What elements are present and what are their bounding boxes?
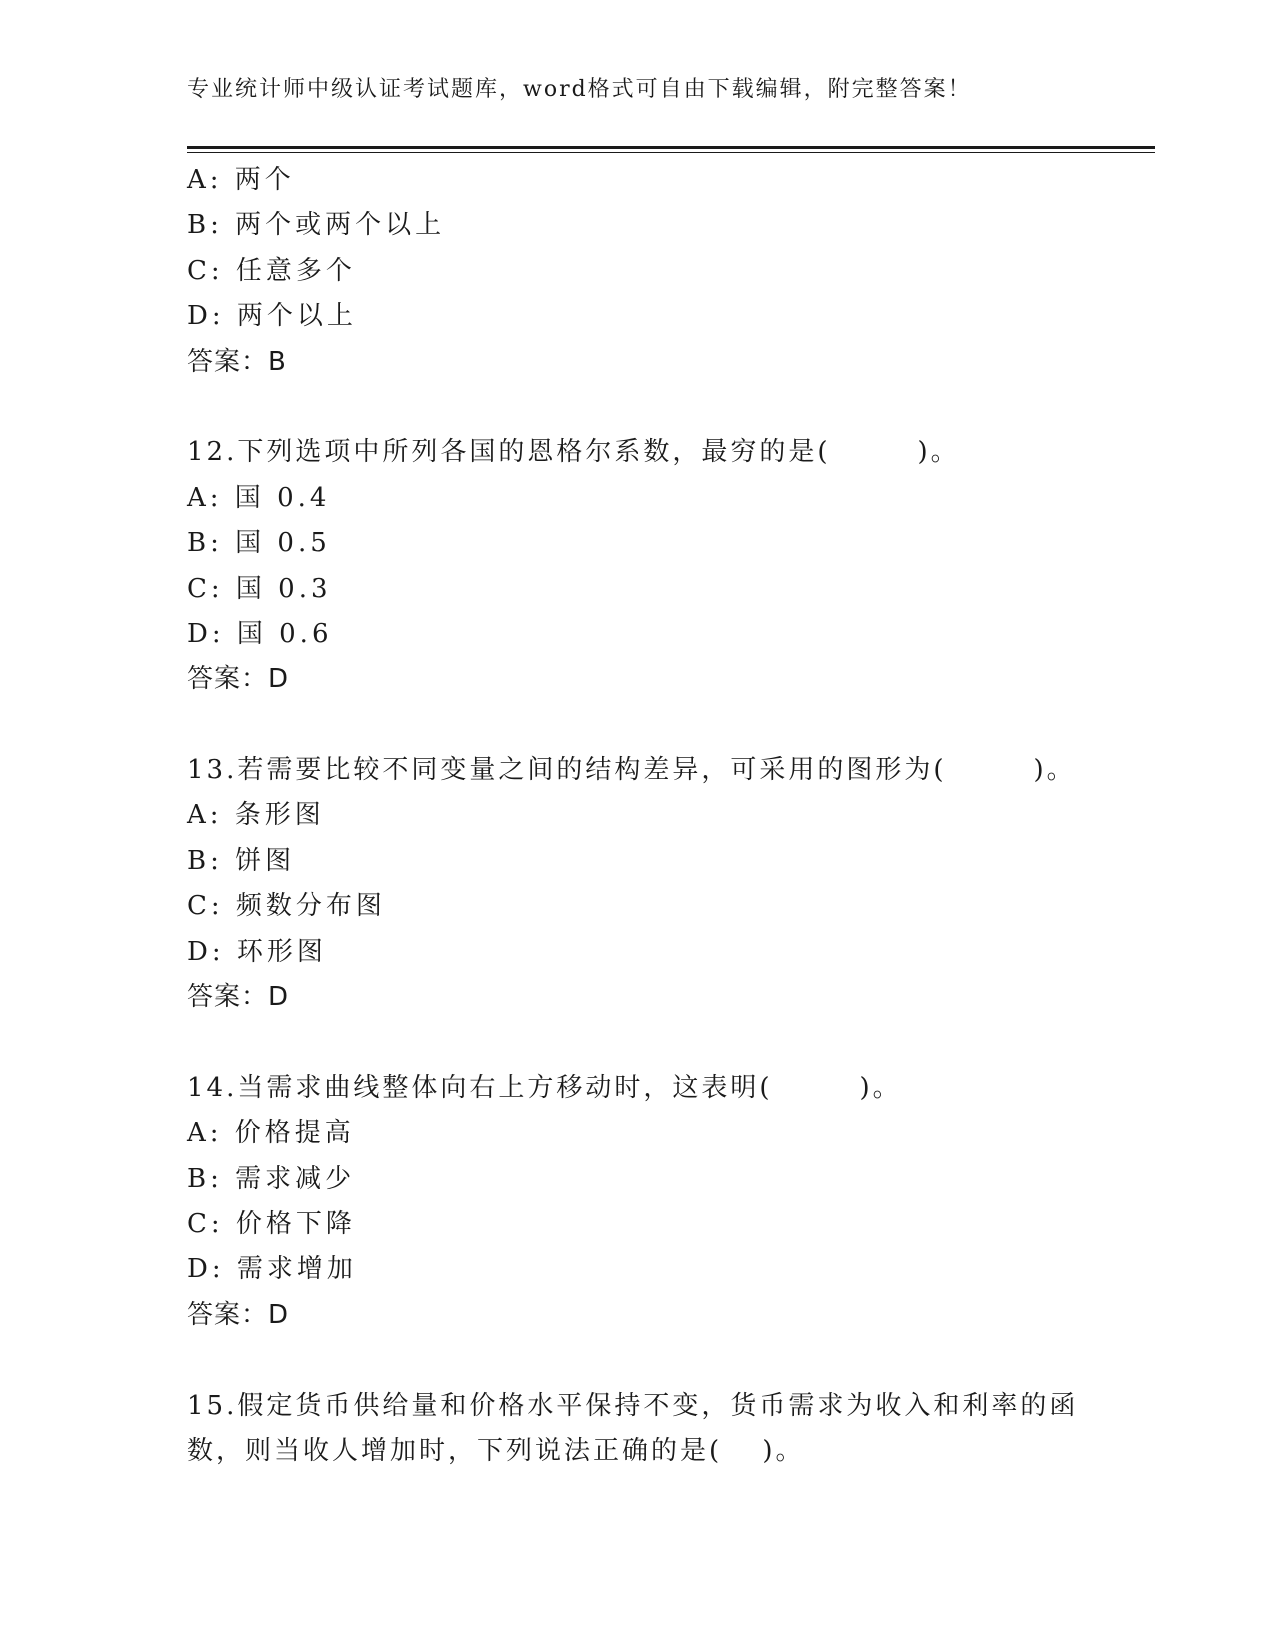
option-c: C: 价格下降 bbox=[187, 1208, 356, 1239]
option-d: D: 需求增加 bbox=[187, 1254, 357, 1285]
option-d: D: 环形图 bbox=[187, 936, 327, 967]
option-c: C: 国 0.3 bbox=[187, 573, 332, 604]
option-b: B: 两个或两个以上 bbox=[187, 210, 446, 241]
question-15 bbox=[187, 1384, 1155, 1475]
answer: 答案：B bbox=[187, 346, 287, 377]
answer: 答案：D bbox=[187, 982, 290, 1013]
question-stem: 12.下列选项中所列各国的恩格尔系数，最穷的是( )。 bbox=[187, 437, 960, 468]
question-stem: 13.若需要比较不同变量之间的结构差异，可采用的图形为( )。 bbox=[187, 755, 1076, 786]
option-a: A: 国 0.4 bbox=[187, 482, 331, 513]
question-11 bbox=[187, 158, 1155, 385]
question-stem-line-2: 数，则当收人增加时，下列说法正确的是( )。 bbox=[187, 1435, 805, 1466]
question-stem: 14.当需求曲线整体向右上方移动时，这表明( )。 bbox=[187, 1072, 902, 1103]
answer: 答案：D bbox=[187, 664, 290, 695]
option-b: B: 国 0.5 bbox=[187, 528, 331, 559]
option-a: A: 条形图 bbox=[187, 800, 325, 831]
question-14 bbox=[187, 1066, 1155, 1338]
option-d: D: 国 0.6 bbox=[187, 618, 333, 649]
option-d: D: 两个以上 bbox=[187, 301, 357, 332]
question-stem-line-1: 15.假定货币供给量和价格水平保持不变，货币需求为收入和利率的函 bbox=[187, 1390, 1079, 1421]
header-rule-thick bbox=[187, 146, 1155, 149]
option-c: C: 频数分布图 bbox=[187, 891, 386, 922]
page-header: 专业统计师中级认证考试题库，word格式可自由下载编辑，附完整答案！ bbox=[187, 77, 972, 102]
option-b: B: 饼图 bbox=[187, 845, 296, 876]
option-a: A: 价格提高 bbox=[187, 1118, 355, 1149]
question-12 bbox=[187, 430, 1155, 702]
option-c: C: 任意多个 bbox=[187, 255, 356, 286]
question-list bbox=[187, 158, 1155, 1474]
question-13 bbox=[187, 748, 1155, 1020]
header-rule-thin bbox=[187, 152, 1155, 153]
answer: 答案：D bbox=[187, 1299, 290, 1330]
option-b: B: 需求减少 bbox=[187, 1163, 356, 1194]
option-a: A: 两个 bbox=[187, 165, 295, 195]
